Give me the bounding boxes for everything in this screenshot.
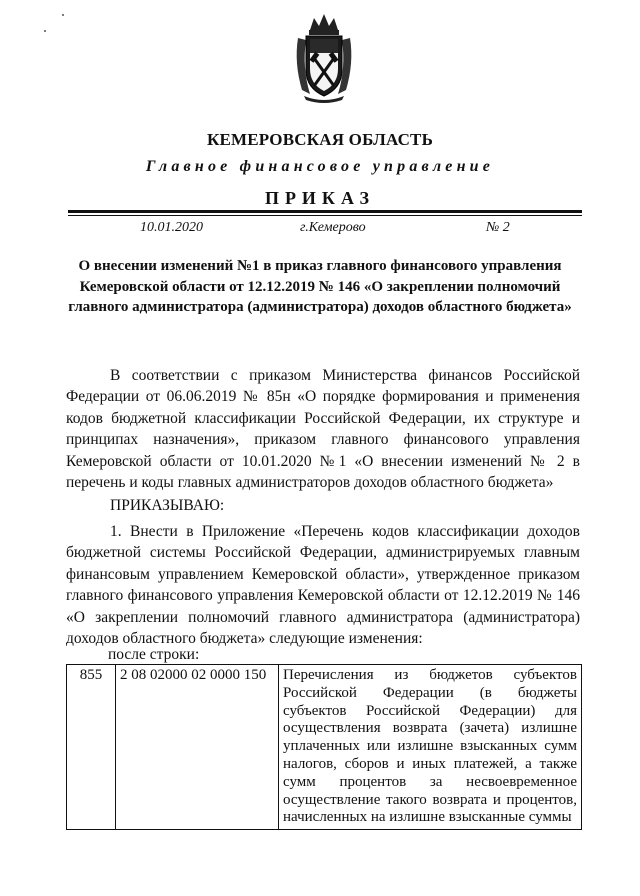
region-name: КЕМЕРОВСКАЯ ОБЛАСТЬ xyxy=(206,130,434,149)
scan-speck xyxy=(62,14,64,16)
budget-code-cell: 2 08 02000 02 0000 150 xyxy=(116,665,279,830)
revenue-name-cell: Перечисления из бюджетов субъектов Российской Федерации (в бюджеты субъектов Российской Федерации) для осуществления возврата (зачета) излишне уплаченных или излишне взысканных сумм налогов, сборов и иных платежей, а также сумм процентов за несвоевременное осуществление такого возврата и процентов, начисленных на излишне взысканные суммы xyxy=(279,665,582,830)
table-row xyxy=(67,665,582,830)
header-divider-thin xyxy=(68,215,582,216)
scan-speck xyxy=(44,30,46,32)
clause-1-paragraph: 1. Внести в Приложение «Перечень кодов классификации доходов бюджетной системы Российской Федерации, администрируемых главным финансовым управлением Кемеровской области», утвержденное приказом главного финансового управления Кемеровской области от 12.12.2019 № 146 «О закреплении полномочий главного администратора (администратора) доходов областного бюджета» следующие изменения: xyxy=(66,523,580,648)
order-word: ПРИКАЗЫВАЮ: xyxy=(110,497,225,514)
order-date: 10.01.2020 xyxy=(140,220,203,235)
preamble-paragraph: В соответствии с приказом Министерства финансов Российской Федерации от 06.06.2019 № 85н «О порядке формирования и применения кодов бюджетной классификации Российской Федерации, их структуре и принципах назначения», приказом главного финансового управления Кемеровской области от 10.01.2020 №1 «О внесении изменений № 2 в перечень и коды главных администраторов доходов областного бюджета» xyxy=(66,367,580,492)
order-city: г.Кемерово xyxy=(300,220,366,235)
header-divider xyxy=(68,210,582,213)
coat-of-arms-icon xyxy=(292,8,356,104)
admin-code-cell: 855 xyxy=(67,665,116,830)
document-type: ПРИКАЗ xyxy=(264,188,376,208)
order-number: № 2 xyxy=(486,220,510,235)
department-name: Главное финансовое управление xyxy=(145,158,495,175)
after-row-label: после строки: xyxy=(108,646,200,663)
order-subject: О внесении изменений №1 в приказ главного финансового управления Кемеровской области от 12.12.2019 № 146 «О закреплении полномочий главного администратора (администратора) доходов областного бюджета» xyxy=(68,258,572,315)
budget-codes-table xyxy=(66,664,582,830)
